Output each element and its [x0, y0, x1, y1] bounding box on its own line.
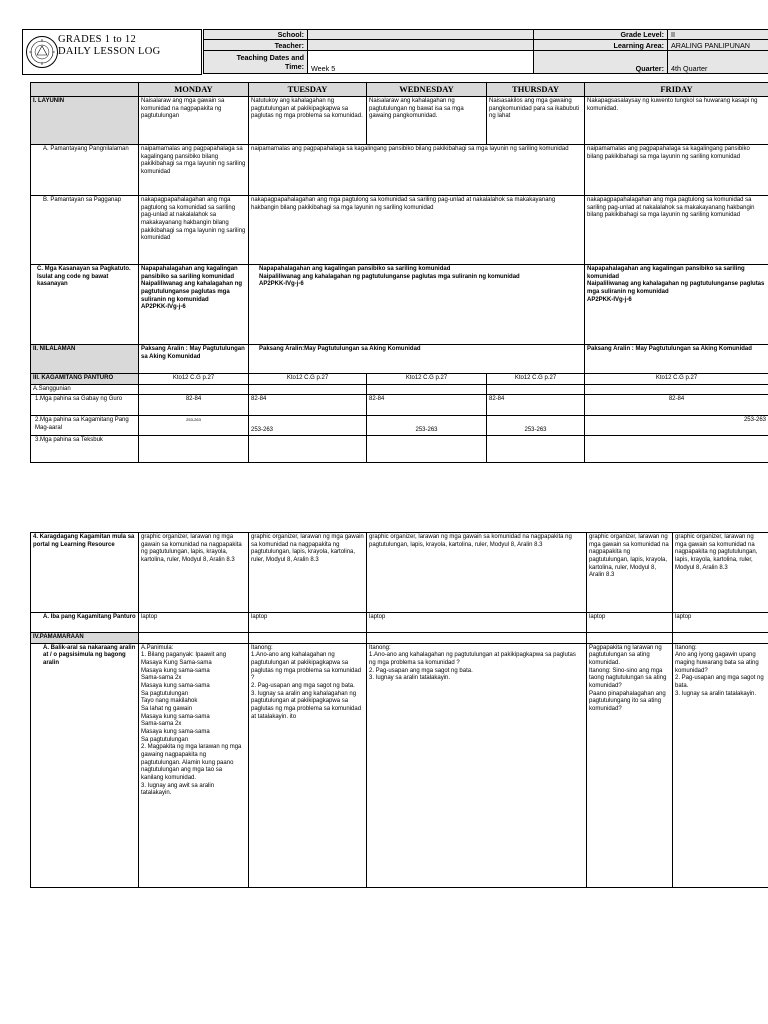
- teaching-dates-value: Week 5: [308, 51, 534, 74]
- deped-seal-icon: [25, 35, 59, 69]
- cell-layunin-wed: Naisalaraw ang kahalagahan ng pagtutulungan ng bawat isa sa mga gawaing pangkomunidad.: [367, 96, 487, 144]
- cell-iba-thu: laptop: [587, 613, 673, 633]
- cell-magaaral-fri: 253-263: [585, 416, 768, 436]
- grade-level-value: II: [668, 30, 768, 40]
- row-label-kagamitang-panturo: III. KAGAMITANG PANTURO: [31, 373, 139, 384]
- row-label-nilalaman: II. NILALAMAN: [31, 344, 139, 373]
- teaching-dates-label: Teaching Dates and Time:: [204, 51, 308, 74]
- cell-karagdagang-mon: graphic organizer, larawan ng mga gawain sa komunidad na nagpapakita ng pagtutulungan, lapis, krayola, kartolina, ruler, Modyul 8, Aralin 8.3: [139, 533, 249, 613]
- day-monday: MONDAY: [139, 83, 249, 97]
- row-label-teksbuk: 3.Mga pahina sa Teksbuk: [31, 436, 139, 463]
- cell-magaaral-tue: 253-263: [249, 416, 367, 436]
- table-row: [31, 373, 768, 384]
- cell-pangnilalaman-fri: naipamamalas ang pagpapahalaga sa kagalingang pansibiko bilang pakikibahagi sa mga layunin ng sariling komunidad: [585, 144, 768, 195]
- cell-magaaral-mon: 253-263: [139, 416, 249, 436]
- cell-karagdagang-wed: graphic organizer, larawan ng mga gawain sa komunidad na nagpapakita ng pagtutulungan, lapis, krayola, kartolina, ruler, Modyul 8, Aralin 8.3: [367, 533, 587, 613]
- day-header-row: [31, 83, 768, 97]
- title-line-2: DAILY LESSON LOG: [58, 46, 161, 57]
- cell-gabay-thu: 82-84: [487, 395, 585, 416]
- cell-karagdagang-thu: graphic organizer, larawan ng mga gawain sa komunidad na nagpapakita ng pagtutulungan, lapis, krayola, kartolina, ruler, Modyul 8, Aralin 8.3: [587, 533, 673, 613]
- cell-nilalaman-fri: Paksang Aralin : May Pagtutulungan sa Aking Komunidad: [585, 344, 768, 373]
- cell-balik-aral-wed: Itanong: 1.Ano-ano ang kahalagahan ng pagtutulungan at pakikipagkapwa sa paglutas ng mga problema sa komunidad ? 2. Pag-usapan ang mga sagot ng bata. 3. Iugnay sa aralin tatalakayin.: [367, 643, 587, 887]
- row-label-balik-aral: A. Balik-aral sa nakaraang aralin at / o pagsisimula ng bagong aralin: [31, 643, 139, 887]
- row-label-karagdagang-kagamitan: 4. Karagdagang Kagamitan mula sa portal ng Learning Resource: [31, 533, 139, 613]
- cell-iba-fri: laptop: [673, 613, 768, 633]
- table-row: [31, 643, 768, 887]
- cell-gabay-tue: 82-84: [249, 395, 367, 416]
- cell-iba-mon: laptop: [139, 613, 249, 633]
- header-info-table: [203, 29, 768, 74]
- cell-karagdagang-fri: graphic organizer, larawan ng mga gawain sa komunidad na nagpapakita ng pagtutulungan, lapis, krayola, kartolina, ruler, Modyul 8, Aralin 8.3: [673, 533, 768, 613]
- cell-layunin-fri: Nakapagsasalaysay ng kuwento tungkol sa huwarang kasapi ng komunidad.: [585, 96, 768, 144]
- learning-area-label: Learning Area:: [534, 40, 668, 51]
- learning-area-value: ARALING PANLIPUNAN: [668, 40, 768, 51]
- quarter-label: Quarter:: [534, 51, 668, 74]
- teacher-value: [308, 40, 534, 51]
- table-row: [31, 436, 768, 463]
- cell-magaaral-wed: 253-263: [367, 416, 487, 436]
- table-row: [31, 264, 768, 344]
- table-row: [31, 96, 768, 144]
- cell-balik-aral-mon: A.Panimula: 1. Bilang paganyak: Ipaawit ang Masaya Kung Sama-sama Masaya kung sama-sama Sama-sama 2x Masaya kung sama-sama Sa pagtutulungan Tayo nang makilahok Sa lahat ng gawain Masaya kung sama-sama Sama-sama 2x Masaya kung sama-sama Sa pagtutulungan 2. Magpakita ng mga larawan ng mga gawaing nagpapakita ng pagtutulungan. Alamin kung paano nagtutulungan ang mga tao sa kanilang komunidad. 3. Iugnay ang awit sa aralin tatalakayin.: [139, 643, 249, 887]
- table-row: [31, 613, 768, 633]
- table-row: [31, 195, 768, 264]
- day-tuesday: TUESDAY: [249, 83, 367, 97]
- cell-gabay-mon: 82-84: [139, 395, 249, 416]
- row-label-gabay-ng-guro: 1.Mga pahina sa Gabay ng Guro: [31, 395, 139, 416]
- cell-gabay-fri: 82-84: [585, 395, 768, 416]
- cell-balik-aral-tue: Itanong: 1.Ano-ano ang kahalagahan ng pagtutulungan at pakikipagkapwa sa paglutas ng mga problema sa komunidad ? 2. Pag-usapan ang mga sagot ng bata. 3. Iugnay sa aralin ang kahalagahan ng pagtutulungan at pakikipagkapwa sa paglutas ng mga problema sa komunidad at tatalakayin. ito: [249, 643, 367, 887]
- table-row: [31, 144, 768, 195]
- row-label-pamantayang-pangnilalaman: A. Pamantayang Pangnilalaman: [31, 144, 139, 195]
- school-label: School:: [204, 30, 308, 40]
- cell-kasanayan-mon: Napapahalagahan ang kagalingan pansibiko sa sariling komunidad Naipaliliwanag ang kahalagahan ng pagtutulunganse paglutas mga suliranin ng komunidad AP2PKK-IVg-j-6: [139, 264, 249, 344]
- row-label-iba-pang-kagamitang: A. Iba pang Kagamitang Panturo: [31, 613, 139, 633]
- table-row: [31, 344, 768, 373]
- quarter-value: 4th Quarter: [668, 51, 768, 74]
- cell-layunin-tue: Natutukoy ang kahalagahan ng pagtutulungan at pakikipagkapwa sa paglutas ng mga problema sa komunidad.: [249, 96, 367, 144]
- cell-panturo-tue: Kto12 C.G p.27: [249, 373, 367, 384]
- row-label-sanggunian: A.Sanggunian: [31, 384, 139, 395]
- row-label-kagamitang-mag-aaral: 2.Mga pahina sa Kagamitang Pang Mag-aaral: [31, 416, 139, 436]
- cell-panturo-mon: Kto12 C.G p.27: [139, 373, 249, 384]
- corner-cell: [31, 83, 139, 97]
- table-row: [31, 633, 768, 644]
- row-label-mga-kasanayan: C. Mga Kasanayan sa Pagkatuto. Isulat ang code ng bawat kasanayan: [31, 264, 139, 344]
- cell-layunin-mon: Naisalaraw ang mga gawain sa komunidad na nagpapakita ng pagtutulungan: [139, 96, 249, 144]
- cell-kasanayan-fri: Napapahalagahan ang kagalingan pansibiko sa sariling komunidad Naipaliliwanag ang kahalagahan ng pagtutulunganse paglutas mga suliranin ng komunidad AP2PKK-IVg-j-6: [585, 264, 768, 344]
- table-row: [31, 416, 768, 436]
- cell-pagganap-mid: nakapagpapahalagahan ang mga pagtulong sa komunidad sa sariling pag-unlad at nakalalahok sa makakayanang hakbangin bilang pakikibahagi sa mga layunin ng sariling komunidad: [249, 195, 585, 264]
- lesson-log-table: [30, 82, 768, 463]
- day-wednesday: WEDNESDAY: [367, 83, 487, 97]
- cell-panturo-thu: Kto12 C.G p.27: [487, 373, 585, 384]
- cell-pagganap-mon: nakapagpapahalagahan ang mga pagtulong sa komunidad sa sariling pag-unlad at nakalalahok sa makakayanang hakbangin bilang pakikibahagi sa mga layunin ng sariling komunidad: [139, 195, 249, 264]
- cell-iba-wed: laptop: [367, 613, 587, 633]
- day-thursday: THURSDAY: [487, 83, 585, 97]
- teacher-label: Teacher:: [204, 40, 308, 51]
- school-value: [308, 30, 534, 40]
- cell-kasanayan-mid: Napapahalagahan ang kagalingan pansibiko sa sariling komunidad Naipaliliwanag ang kahalagahan ng pagtutulunganse paglutas mga suliranin ng komunidad AP2PKK-IVg-j-6: [249, 264, 585, 344]
- cell-magaaral-thu: 253-263: [487, 416, 585, 436]
- row-label-pamamaraan: IV.PAMAMARAAN: [31, 633, 139, 644]
- cell-pangnilalaman-mon: naipamamalas ang pagpapahalaga sa kagalingang pansibiko bilang pakikibahagi sa mga layunin ng sariling komunidad: [139, 144, 249, 195]
- cell-karagdagang-tue: graphic organizer, larawan ng mga gawain sa komunidad na nagpapakita ng pagtutulungan, lapis, krayola, kartolina, ruler, Modyul 8, Aralin 8.3: [249, 533, 367, 613]
- lesson-log-table-continued: [30, 532, 768, 888]
- cell-panturo-fri: Kto12 C.G p.27: [585, 373, 768, 384]
- title-line-1: GRADES 1 to 12: [58, 34, 136, 45]
- cell-gabay-wed: 82-84: [367, 395, 487, 416]
- cell-pagganap-fri: nakapagpapahalagahan ang mga pagtulong sa komunidad sa sariling pag-unlad at nakalalahok sa makakayanang hakbangin bilang pakikibahagi sa mga layunin ng sariling komunidad: [585, 195, 768, 264]
- cell-iba-tue: laptop: [249, 613, 367, 633]
- table-row: [31, 533, 768, 613]
- cell-layunin-thu: Naisasakilos ang mga gawaing pangkomunidad para sa ikabubuti ng lahat: [487, 96, 585, 144]
- row-label-pamantayan-sa-pagganap: B. Pamantayan sa Pagganap: [31, 195, 139, 264]
- cell-balik-aral-fri: Itanong: Ano ang iyong gagawin upang maging huwarang bata sa ating komunidad? 2. Pag-usapan ang mga sagot ng bata. 3. Iugnay sa aralin tatalakayin.: [673, 643, 768, 887]
- day-friday: FRIDAY: [585, 83, 768, 97]
- cell-pangnilalaman-mid: naipamamalas ang pagpapahalaga sa kagalingang pansibiko bilang pakikibahagi sa mga layunin ng sariling komunidad: [249, 144, 585, 195]
- cell-panturo-wed: Kto12 C.G p.27: [367, 373, 487, 384]
- cell-nilalaman-mon: Paksang Aralin : May Pagtutulungan sa Aking Komunidad: [139, 344, 249, 373]
- cell-balik-aral-thu: Pagpapakita ng larawan ng pagtutulungan sa ating komunidad. Itanong: Sino-sino ang mga taong nagtutulungan sa ating komunidad? Paano pinapahalagahan ang pagtutulungang ito sa ating komunidad?: [587, 643, 673, 887]
- grade-level-label: Grade Level:: [534, 30, 668, 40]
- cell-nilalaman-mid: Paksang Aralin:May Pagtutulungan sa Aking Komunidad: [249, 344, 585, 373]
- table-row: [31, 395, 768, 416]
- table-row: [31, 384, 768, 395]
- document-title: [58, 34, 161, 58]
- row-label-layunin: I. LAYUNIN: [31, 96, 139, 144]
